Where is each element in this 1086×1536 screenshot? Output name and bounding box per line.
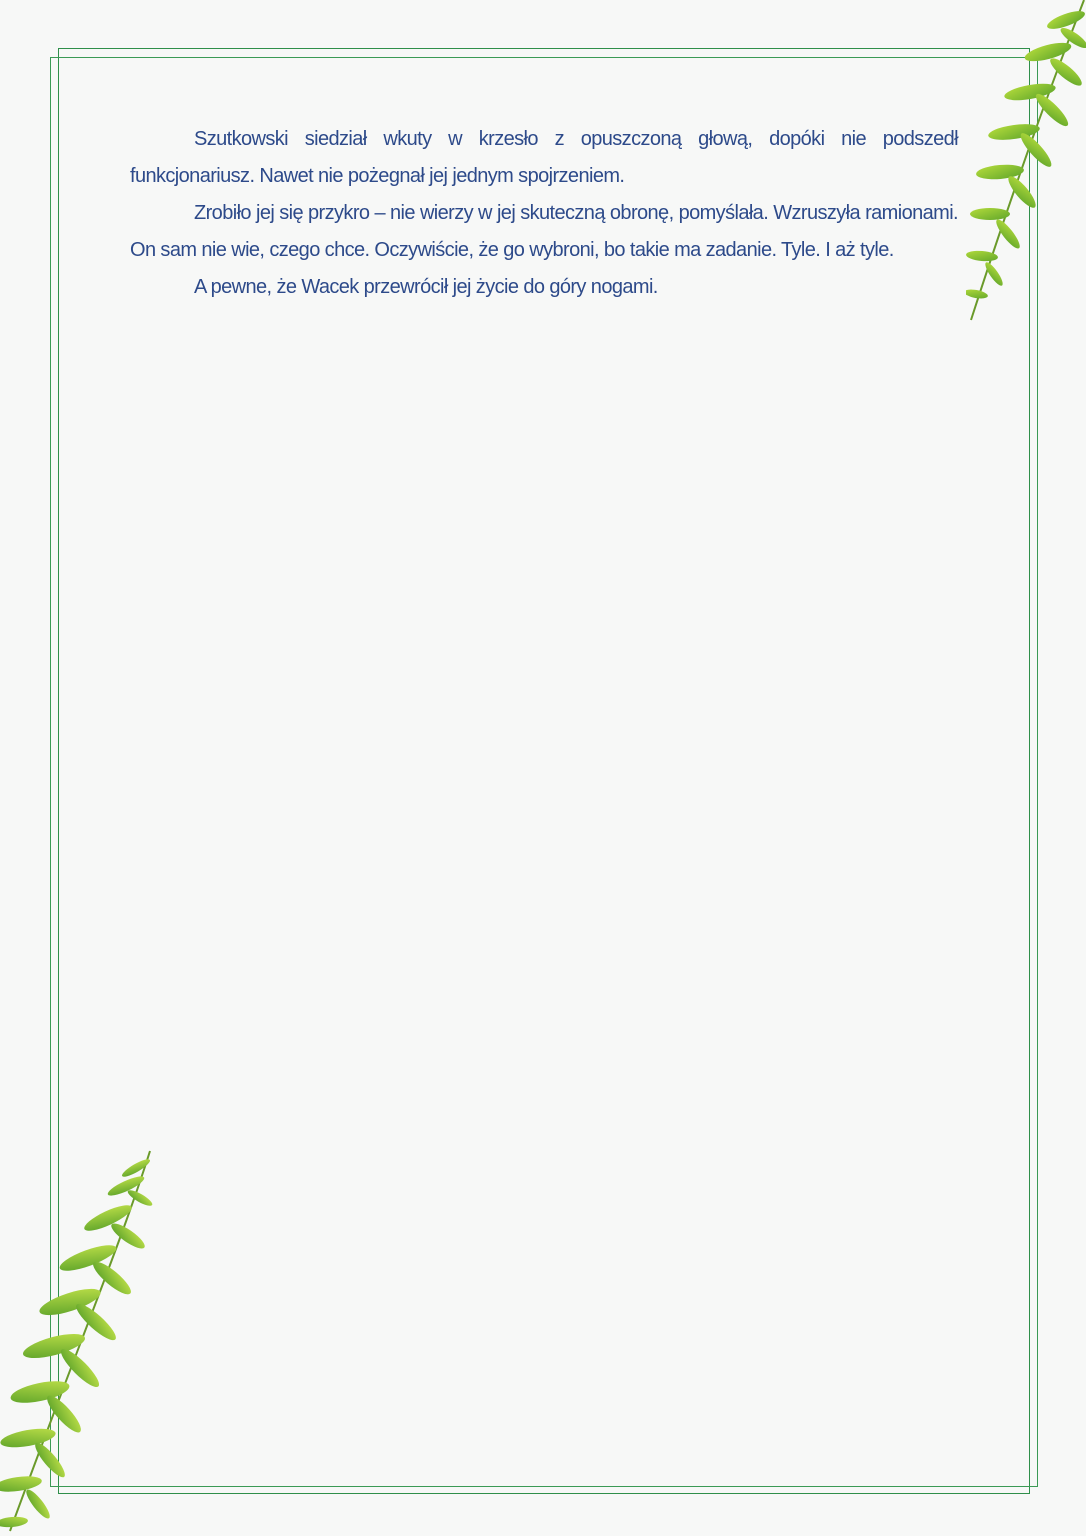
fern-top-right-icon [966, 0, 1086, 330]
paragraph-1: Szutkowski siedział wkuty w krzesło z opuszczoną głową, dopóki nie podszedł funkcjonariusz. Nawet nie pożegnał jej jednym spojrzeniem. [130, 128, 958, 187]
body-text [130, 121, 958, 306]
fern-bottom-left-icon [0, 1146, 160, 1536]
paragraph-3: A pewne, że Wacek przewrócił jej życie do góry nogami. [194, 276, 658, 298]
paragraph-2: Zrobiło jej się przykro – nie wierzy w jej skuteczną obronę, pomyślała. Wzruszyła ramionami. On sam nie wie, czego chce. Oczywiście, że go wybroni, bo takie ma zadanie. Tyle. I aż tyle. [130, 202, 958, 261]
